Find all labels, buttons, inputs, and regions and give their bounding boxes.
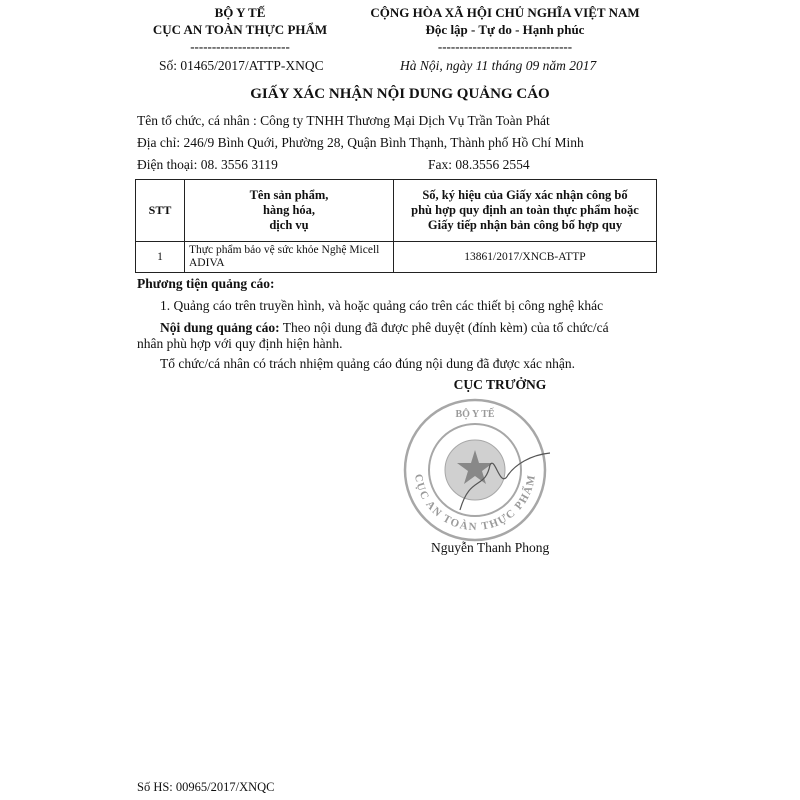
header-cert-line: Giấy tiếp nhận bản công bố hợp quy — [427, 218, 623, 232]
signature-title: CỤC TRƯỞNG — [453, 377, 547, 392]
media-heading: Phương tiện quảng cáo: — [137, 276, 275, 291]
header-product — [185, 180, 394, 242]
table-header-row — [136, 180, 657, 242]
national-motto: Độc lập - Tự do - Hạnh phúc — [425, 22, 585, 37]
header-left — [120, 4, 360, 55]
product-table — [135, 179, 657, 273]
header-right — [355, 4, 655, 55]
left-separator: ----------------------- — [190, 39, 290, 54]
header-certificate — [394, 180, 657, 242]
content-line — [160, 320, 609, 336]
table-row — [136, 242, 657, 273]
header-cert-line: Số, ký hiệu của Giấy xác nhận công bố — [422, 188, 628, 202]
content-text-cont: nhân phù hợp với quy định hiện hành. — [137, 336, 343, 351]
header-product-line: hàng hóa, — [262, 203, 316, 217]
fax-line: Fax: 08.3556 2554 — [428, 157, 530, 172]
phone-line: Điện thoại: 08. 3556 3119 — [137, 157, 278, 172]
row-certificate: 13861/2017/XNCB-ATTP — [394, 242, 657, 273]
responsibility-line: Tổ chức/cá nhân có trách nhiệm quảng cáo đúng nội dung đã được xác nhận. — [160, 356, 576, 371]
row-stt: 1 — [136, 242, 185, 273]
country-name: CỘNG HÒA XÃ HỘI CHỦ NGHĨA VIỆT NAM — [370, 5, 640, 20]
stamp-top-text: BỘ Y TẾ — [455, 409, 495, 420]
signer-name: Nguyễn Thanh Phong — [431, 540, 550, 555]
document-title: GIẤY XÁC NHẬN NỘI DUNG QUẢNG CÁO — [250, 86, 550, 102]
ministry-name: BỘ Y TẾ — [214, 5, 266, 20]
content-text: Theo nội dung đã được phê duyệt (đính kèm) của tổ chức/cá — [279, 320, 609, 335]
row-product: Thực phẩm bảo vệ sức khỏe Nghệ Micell ADIVA — [185, 242, 394, 273]
header-product-line: dịch vụ — [269, 218, 309, 232]
header-stt: STT — [136, 180, 185, 242]
right-separator: ------------------------------- — [437, 39, 573, 54]
department-name: CỤC AN TOÀN THỰC PHẨM — [152, 22, 328, 37]
document-number: Số: 01465/2017/ATTP-XNQC — [159, 58, 324, 73]
stamp-ring-text: CỤC AN TOÀN THỰC PHẨM — [412, 473, 539, 534]
header-product-line: Tên sản phẩm, — [249, 188, 329, 202]
address-line: Địa chỉ: 246/9 Bình Quới, Phường 28, Quận Bình Thạnh, Thành phố Hồ Chí Minh — [137, 135, 584, 150]
content-label: Nội dung quảng cáo: — [160, 320, 280, 335]
organization-line: Tên tổ chức, cá nhân : Công ty TNHH Thương Mại Dịch Vụ Trần Toàn Phát — [137, 113, 550, 128]
emblem-icon — [445, 440, 505, 500]
media-item: 1. Quảng cáo trên truyền hình, và hoặc quảng cáo trên các thiết bị công nghệ khác — [160, 298, 604, 313]
place-date: Hà Nội, ngày 11 tháng 09 năm 2017 — [400, 58, 597, 73]
file-number: Số HS: 00965/2017/XNQC — [137, 780, 275, 794]
header-cert-line: phù hợp quy định an toàn thực phẩm hoặc — [411, 203, 639, 217]
official-stamp — [390, 395, 560, 545]
